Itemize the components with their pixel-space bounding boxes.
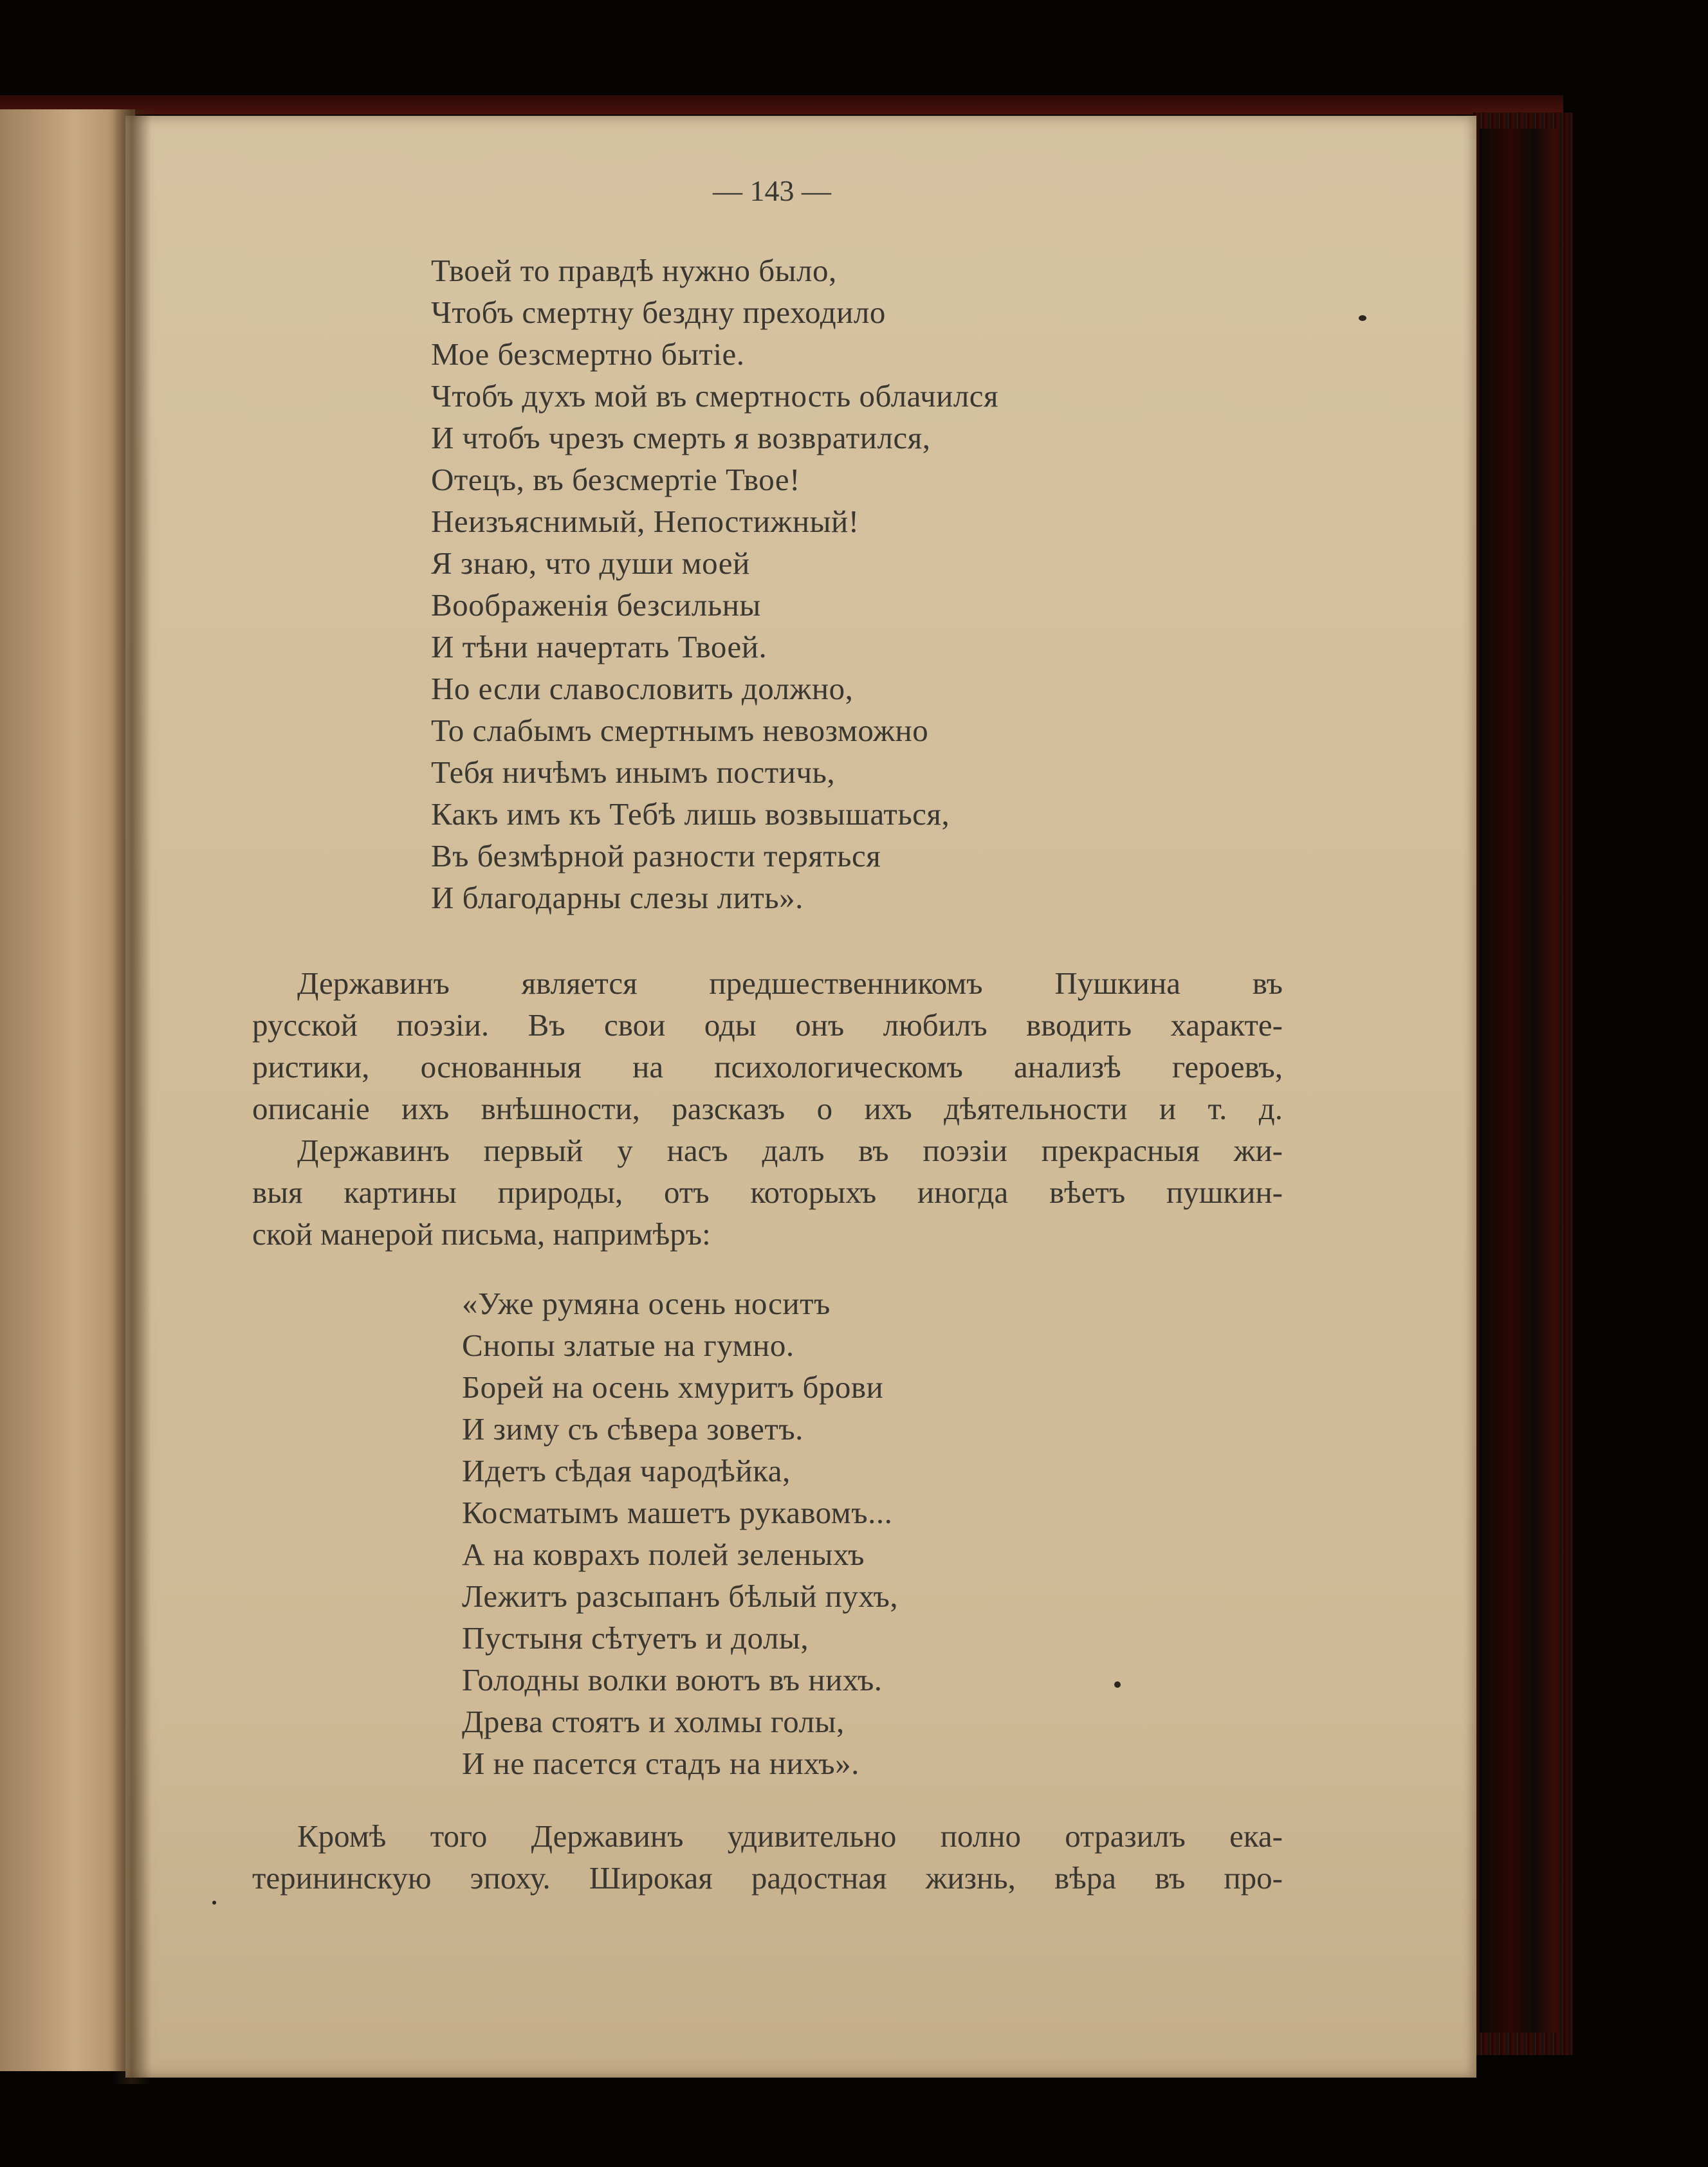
ink-speck: [212, 1901, 216, 1905]
poem-line: Но если славословить должно,: [431, 671, 854, 706]
poem-line: И не пасется стадъ на нихъ».: [462, 1746, 859, 1781]
poem-line: Какъ имъ къ Тебѣ лишь возвышаться,: [431, 796, 950, 832]
poem-line: И чтобъ чрезъ смерть я возвратился,: [431, 420, 931, 455]
poem-line: Въ безмѣрной разности теряться: [431, 838, 881, 873]
poem-line: Я знаю, что души моей: [431, 545, 750, 581]
poem-line: Голодны волки воютъ въ нихъ.: [462, 1662, 883, 1697]
book-cover-edge: [0, 95, 1563, 114]
poem-line: Борей на осень хмуритъ брови: [462, 1369, 884, 1405]
poem-line: А на коврахъ полей зеленыхъ: [462, 1537, 865, 1572]
paragraph-3: [252, 1815, 1283, 1899]
poem-line: И тѣни начертать Твоей.: [431, 629, 767, 664]
page-number: — 143 —: [713, 174, 831, 207]
poem-line: Мое безсмертно бытіе.: [431, 336, 745, 372]
paragraph-line: Кромѣ того Державинъ удивительно полно отразилъ ека-: [297, 1818, 1283, 1854]
gutter-shadow: [113, 109, 151, 2084]
paragraph-line: выя картины природы, отъ которыхъ иногда вѣетъ пушкин-: [252, 1175, 1283, 1210]
poem-line: Чтобъ смертну бездну преходило: [431, 295, 886, 330]
poem-line: Тебя ничѣмъ инымъ постичь,: [431, 754, 836, 790]
poem-line: Отецъ, въ безсмертіе Твое!: [431, 462, 800, 497]
poem-line: Неизъяснимый, Непостижный!: [431, 504, 859, 539]
poem-line: Древа стоятъ и холмы голы,: [462, 1704, 845, 1739]
paragraph-line: ской манерой письма, напримѣръ:: [252, 1216, 711, 1252]
poem-line: «Уже румяна осень носитъ: [462, 1286, 831, 1321]
paragraph-2: [252, 1129, 1283, 1255]
page-stack-shadow: [1480, 129, 1557, 2033]
poem-line: Твоей то правдѣ нужно было,: [431, 253, 837, 288]
paragraph-line: русской поэзіи. Въ свои оды онъ любилъ вводить характе-: [252, 1007, 1283, 1043]
poem-line: Косматымъ машетъ рукавомъ...: [462, 1495, 893, 1530]
paragraph-line: терининскую эпоху. Широкая радостная жизнь, вѣра въ про-: [252, 1860, 1283, 1896]
poem-line: Пустыня сѣтуетъ и долы,: [462, 1620, 809, 1656]
paragraph-line: Державинъ первый у насъ далъ въ поэзіи прекрасныя жи-: [297, 1133, 1283, 1168]
poem-stanza-1: [431, 250, 998, 919]
poem-line: И благодарны слезы лить».: [431, 880, 803, 915]
ink-speck: [1114, 1681, 1121, 1688]
poem-line: Лежитъ разсыпанъ бѣлый пухъ,: [462, 1578, 899, 1614]
paragraph-line: описаніе ихъ внѣшности, разсказъ о ихъ дѣятельности и т. д.: [252, 1091, 1283, 1126]
paragraph-1: [252, 962, 1283, 1129]
poem-line: То слабымъ смертнымъ невозможно: [431, 713, 929, 748]
poem-line: Снопы златые на гумно.: [462, 1328, 794, 1363]
poem-stanza-2: [462, 1283, 898, 1784]
poem-line: Воображенія безсильны: [431, 587, 761, 623]
poem-line: Чтобъ духъ мой въ смертность облачился: [431, 378, 999, 414]
ink-speck: [1359, 315, 1366, 321]
paragraph-line: ристики, основанныя на психологическомъ анализѣ героевъ,: [252, 1049, 1283, 1084]
poem-line: Идетъ сѣдая чародѣйка,: [462, 1453, 791, 1488]
paragraph-line: Державинъ является предшественникомъ Пушкина въ: [297, 965, 1283, 1001]
poem-line: И зиму съ сѣвера зоветъ.: [462, 1411, 803, 1447]
